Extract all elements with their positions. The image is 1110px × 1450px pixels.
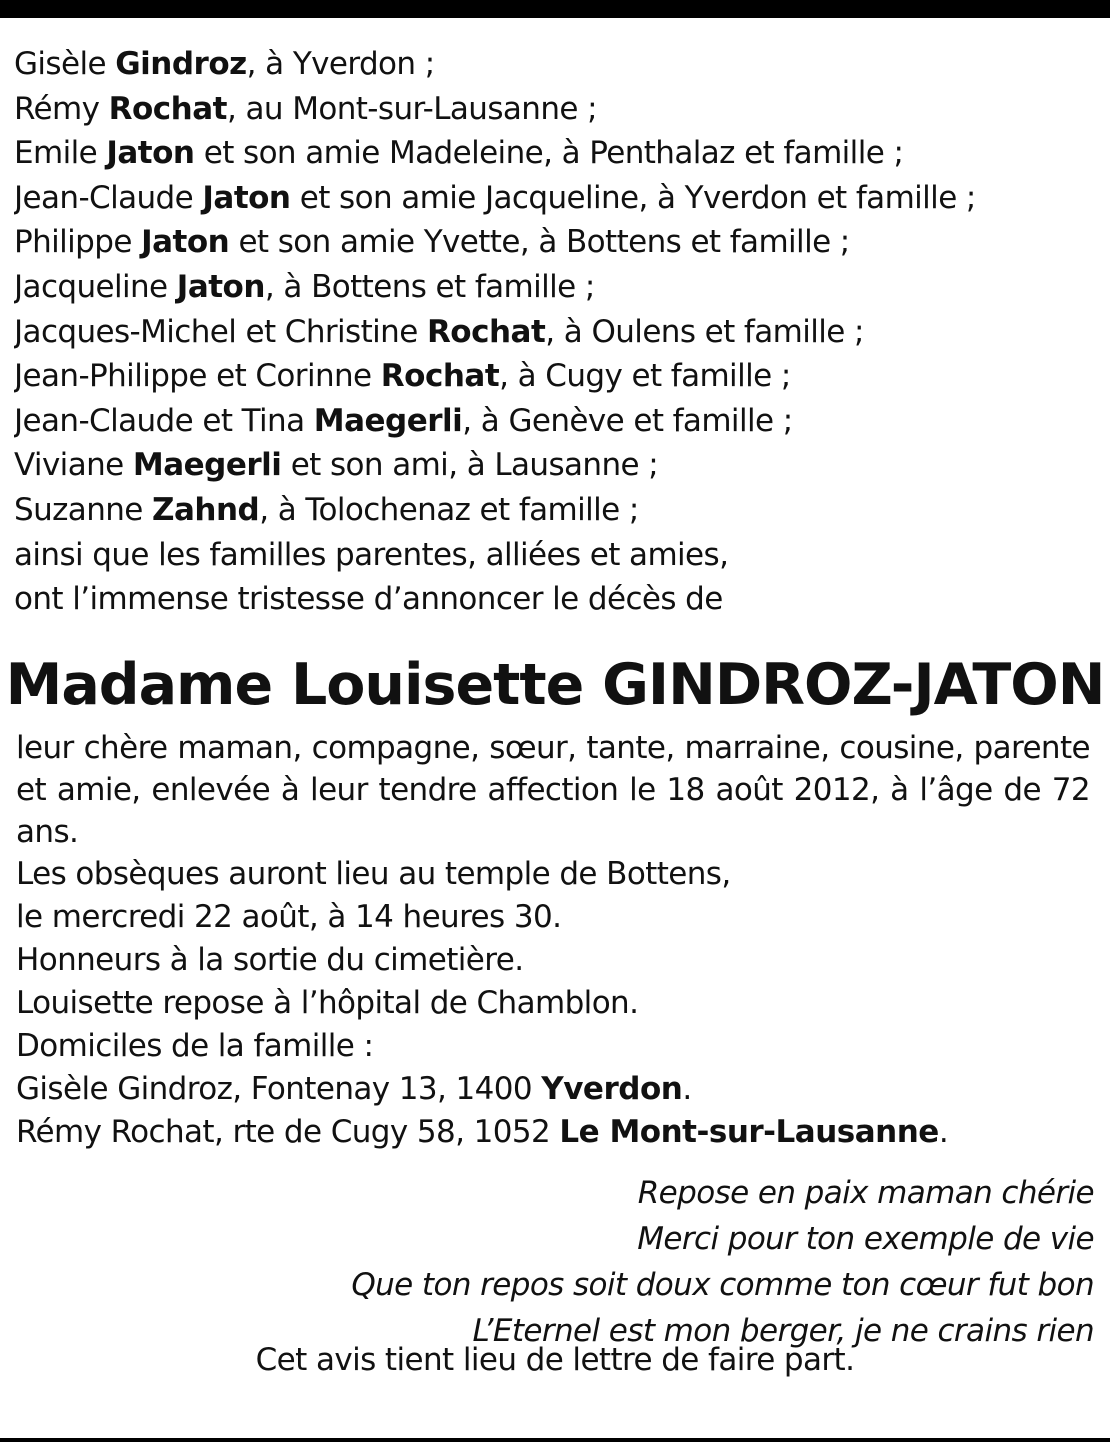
funeral-details-list bbox=[16, 853, 1090, 1154]
closing-notice: Cet avis tient lieu de lettre de faire part. bbox=[255, 1342, 855, 1378]
verse-line: Repose en paix maman chérie bbox=[637, 1175, 1094, 1211]
mourner-line: Jean-Claude et Tina Maegerli, à Genève et famille ; bbox=[14, 402, 793, 439]
tribute-paragraph: leur chère maman, compagne, sœur, tante, marraine, cousine, parente et amie, enlevée à leur tendre affection le 18 août 2012, à l’âge de 72 ans. bbox=[16, 730, 1090, 850]
detail-line: Louisette repose à l’hôpital de Chamblon. bbox=[16, 985, 639, 1021]
detail-line: Honneurs à la sortie du cimetière. bbox=[16, 942, 524, 978]
memorial-verses bbox=[351, 1170, 1094, 1354]
mourner-line: Jacques-Michel et Christine Rochat, à Oulens et famille ; bbox=[14, 313, 864, 350]
mourner-line: Jean-Claude Jaton et son amie Jacqueline, à Yverdon et famille ; bbox=[14, 179, 976, 216]
family-address-line: Gisèle Gindroz, Fontenay 13, 1400 Yverdon. bbox=[16, 1071, 692, 1107]
mourner-line: Suzanne Zahnd, à Tolochenaz et famille ; bbox=[14, 491, 639, 528]
verse-line: L’Eternel est mon berger, je ne crains rien bbox=[472, 1313, 1094, 1349]
mourner-line: Jacqueline Jaton, à Bottens et famille ; bbox=[14, 268, 595, 305]
mourner-line: Philippe Jaton et son amie Yvette, à Bottens et famille ; bbox=[14, 224, 850, 261]
detail-line: Les obsèques auront lieu au temple de Bottens, bbox=[16, 856, 731, 892]
mourner-line: Rémy Rochat, au Mont-sur-Lausanne ; bbox=[14, 90, 597, 127]
deceased-name-heading: Madame Louisette GINDROZ-JATON bbox=[5, 652, 1105, 718]
verse-line: Merci pour ton exemple de vie bbox=[637, 1221, 1094, 1257]
mourner-line: Jean-Philippe et Corinne Rochat, à Cugy et famille ; bbox=[14, 358, 791, 395]
mourner-line: ainsi que les familles parentes, alliées et amies, bbox=[14, 536, 729, 573]
family-mourners-list bbox=[14, 42, 1094, 622]
bottom-border-rule bbox=[0, 1438, 1110, 1442]
detail-line: le mercredi 22 août, à 14 heures 30. bbox=[16, 899, 562, 935]
family-address-line: Rémy Rochat, rte de Cugy 58, 1052 Le Mont-sur-Lausanne. bbox=[16, 1114, 949, 1150]
top-border-rule bbox=[0, 0, 1110, 18]
mourner-line: Emile Jaton et son amie Madeleine, à Penthalaz et famille ; bbox=[14, 135, 904, 172]
detail-line: Domiciles de la famille : bbox=[16, 1028, 374, 1064]
announcement-line: ont l’immense tristesse d’annoncer le décès de bbox=[14, 581, 723, 618]
mourner-line: Viviane Maegerli et son ami, à Lausanne ; bbox=[14, 447, 659, 484]
mourner-line: Gisèle Gindroz, à Yverdon ; bbox=[14, 46, 435, 82]
verse-line: Que ton repos soit doux comme ton cœur fut bon bbox=[351, 1267, 1094, 1303]
